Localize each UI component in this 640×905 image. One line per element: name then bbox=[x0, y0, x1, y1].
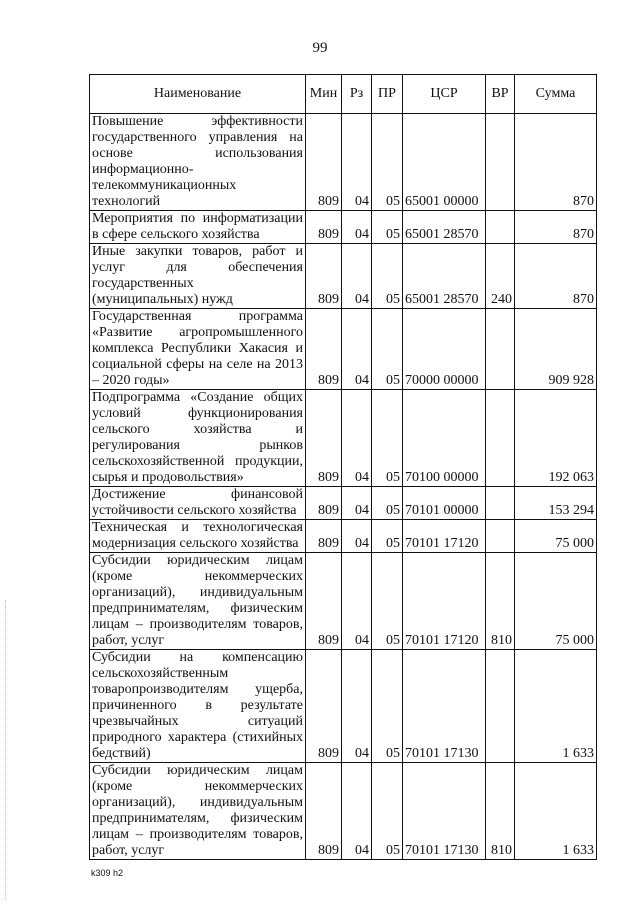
row-vr: 810 bbox=[486, 763, 515, 860]
row-csr: 70101 17130 bbox=[403, 650, 486, 763]
row-sum: 192 063 bbox=[515, 390, 597, 487]
column-header-name: Наименование bbox=[90, 75, 306, 114]
row-vr bbox=[486, 390, 515, 487]
margin-dotted-line bbox=[5, 600, 7, 900]
row-csr: 70000 00000 bbox=[403, 309, 486, 390]
column-header-pr: ПР bbox=[372, 75, 403, 114]
row-sum: 75 000 bbox=[515, 553, 597, 650]
table-row bbox=[90, 244, 597, 309]
column-header-csr: ЦСР bbox=[403, 75, 486, 114]
row-pr: 05 bbox=[372, 211, 403, 244]
row-name: Субсидии юридическим лицам (кроме некоммерческих организаций), индивидуальным предпринимателям, физическим лицам – производителям товаров, работ, услуг bbox=[90, 763, 306, 860]
row-vr: 810 bbox=[486, 553, 515, 650]
row-name: Подпрограмма «Создание общих условий функционирования сельского хозяйства и регулирования рынков сельскохозяйственной продукции, сырья и продовольствия» bbox=[90, 390, 306, 487]
row-sum: 870 bbox=[515, 114, 597, 211]
row-min: 809 bbox=[306, 114, 342, 211]
row-min: 809 bbox=[306, 650, 342, 763]
row-rz: 04 bbox=[342, 487, 372, 520]
row-min: 809 bbox=[306, 244, 342, 309]
row-rz: 04 bbox=[342, 244, 372, 309]
row-csr: 65001 28570 bbox=[403, 211, 486, 244]
row-sum: 909 928 bbox=[515, 309, 597, 390]
row-csr: 70101 17120 bbox=[403, 520, 486, 553]
row-csr: 70101 17120 bbox=[403, 553, 486, 650]
row-csr: 65001 28570 bbox=[403, 244, 486, 309]
row-vr bbox=[486, 114, 515, 211]
row-name: Государственная программа «Развитие агропромышленного комплекса Республики Хакасия и социальной сферы на селе на 2013 – 2020 годы» bbox=[90, 309, 306, 390]
footer-code: k309 h2 bbox=[91, 868, 124, 878]
row-pr: 05 bbox=[372, 520, 403, 553]
table-header-row bbox=[90, 75, 597, 114]
row-min: 809 bbox=[306, 309, 342, 390]
row-min: 809 bbox=[306, 211, 342, 244]
table-row bbox=[90, 650, 597, 763]
row-name: Повышение эффективности государственного управления на основе использования информационно-телекоммуникационных технологий bbox=[90, 114, 306, 211]
row-name: Субсидии на компенсацию сельскохозяйственным товаропроизводителям ущерба, причиненного в результате чрезвычайных ситуаций природного характера (стихийных бедствий) bbox=[90, 650, 306, 763]
row-min: 809 bbox=[306, 390, 342, 487]
row-name: Субсидии юридическим лицам (кроме некоммерческих организаций), индивидуальным предпринимателям, физическим лицам – производителям товаров, работ, услуг bbox=[90, 553, 306, 650]
table-row bbox=[90, 487, 597, 520]
row-pr: 05 bbox=[372, 650, 403, 763]
row-vr bbox=[486, 487, 515, 520]
row-min: 809 bbox=[306, 487, 342, 520]
row-rz: 04 bbox=[342, 650, 372, 763]
row-sum: 153 294 bbox=[515, 487, 597, 520]
row-name: Мероприятия по информатизации в сфере сельского хозяйства bbox=[90, 211, 306, 244]
row-rz: 04 bbox=[342, 211, 372, 244]
row-vr bbox=[486, 309, 515, 390]
row-vr: 240 bbox=[486, 244, 515, 309]
row-vr bbox=[486, 650, 515, 763]
row-name: Техническая и технологическая модернизация сельского хозяйства bbox=[90, 520, 306, 553]
row-sum: 870 bbox=[515, 211, 597, 244]
row-sum: 75 000 bbox=[515, 520, 597, 553]
column-header-rz: Рз bbox=[342, 75, 372, 114]
row-csr: 65001 00000 bbox=[403, 114, 486, 211]
row-rz: 04 bbox=[342, 763, 372, 860]
row-min: 809 bbox=[306, 553, 342, 650]
column-header-vr: ВР bbox=[486, 75, 515, 114]
table-row bbox=[90, 114, 597, 211]
row-vr bbox=[486, 211, 515, 244]
table-row bbox=[90, 520, 597, 553]
table-row bbox=[90, 553, 597, 650]
table-row bbox=[90, 309, 597, 390]
row-sum: 870 bbox=[515, 244, 597, 309]
row-rz: 04 bbox=[342, 309, 372, 390]
budget-table bbox=[89, 74, 597, 860]
row-csr: 70101 17130 bbox=[403, 763, 486, 860]
row-pr: 05 bbox=[372, 763, 403, 860]
row-rz: 04 bbox=[342, 553, 372, 650]
row-pr: 05 bbox=[372, 390, 403, 487]
table-row bbox=[90, 763, 597, 860]
row-vr bbox=[486, 520, 515, 553]
row-name: Достижение финансовой устойчивости сельского хозяйства bbox=[90, 487, 306, 520]
row-name: Иные закупки товаров, работ и услуг для обеспечения государственных (муниципальных) нужд bbox=[90, 244, 306, 309]
column-header-sum: Сумма bbox=[515, 75, 597, 114]
row-rz: 04 bbox=[342, 390, 372, 487]
row-sum: 1 633 bbox=[515, 763, 597, 860]
row-pr: 05 bbox=[372, 309, 403, 390]
row-sum: 1 633 bbox=[515, 650, 597, 763]
row-pr: 05 bbox=[372, 553, 403, 650]
row-rz: 04 bbox=[342, 114, 372, 211]
column-header-min: Мин bbox=[306, 75, 342, 114]
row-min: 809 bbox=[306, 520, 342, 553]
row-pr: 05 bbox=[372, 487, 403, 520]
page-number: 99 bbox=[312, 40, 328, 56]
row-pr: 05 bbox=[372, 114, 403, 211]
table-row bbox=[90, 390, 597, 487]
row-csr: 70101 00000 bbox=[403, 487, 486, 520]
row-min: 809 bbox=[306, 763, 342, 860]
table-row bbox=[90, 211, 597, 244]
row-csr: 70100 00000 bbox=[403, 390, 486, 487]
row-rz: 04 bbox=[342, 520, 372, 553]
row-pr: 05 bbox=[372, 244, 403, 309]
